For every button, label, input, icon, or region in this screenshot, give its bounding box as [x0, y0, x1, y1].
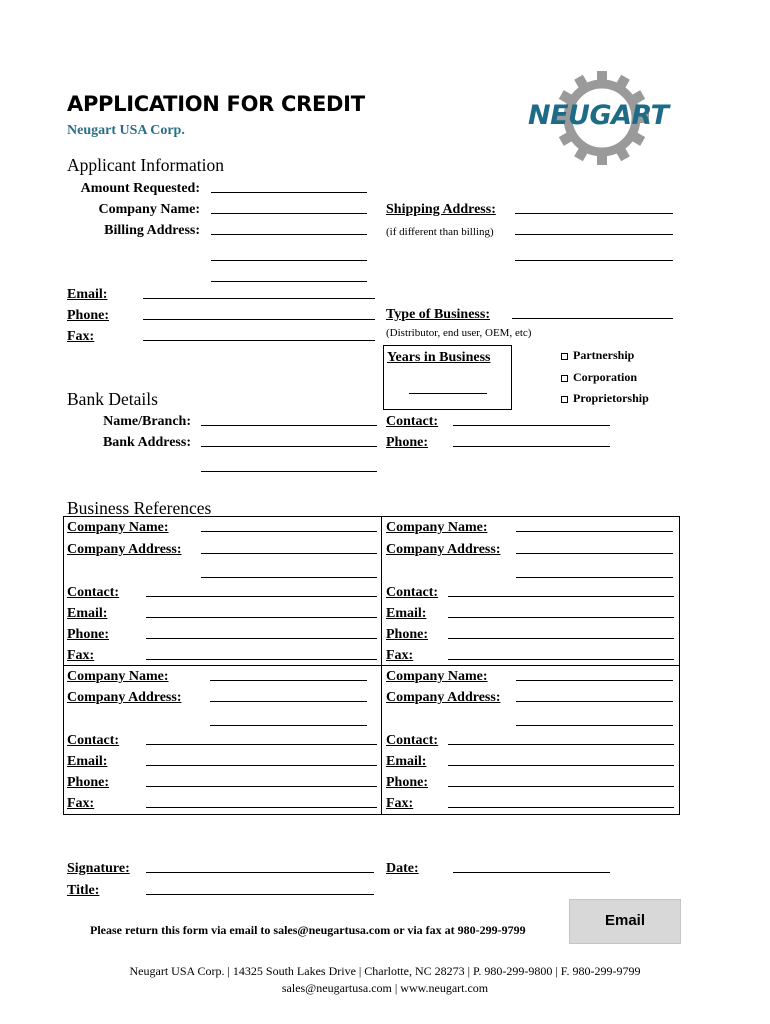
ref3-company-name-field[interactable] — [210, 669, 367, 681]
bank-phone-label: Phone: — [386, 435, 428, 450]
ref2-fax-field[interactable] — [448, 648, 674, 660]
billing-address-field-2[interactable] — [211, 249, 367, 261]
ref4-email-field[interactable] — [448, 754, 674, 766]
return-instructions: Please return this form via email to sales@neugartusa.com or via fax at 980-299-9799 — [90, 923, 526, 937]
ref2-company-address-field-2[interactable] — [516, 566, 673, 578]
ref3-email-field[interactable] — [146, 754, 377, 766]
years-in-business-box — [383, 345, 512, 410]
ref2-phone-label: Phone: — [386, 627, 428, 642]
amount-requested-label: Amount Requested: — [80, 181, 200, 196]
corporation-checkbox[interactable] — [561, 375, 568, 382]
ref1-email-field[interactable] — [146, 606, 377, 618]
ref1-company-address-field-1[interactable] — [201, 542, 377, 554]
shipping-note: (if different than billing) — [386, 226, 494, 238]
proprietorship-checkbox[interactable] — [561, 396, 568, 403]
ref4-contact-label: Contact: — [386, 733, 439, 748]
ref1-company-name-label: Company Name: — [67, 520, 169, 535]
ref4-company-address-label: Company Address: — [386, 690, 501, 705]
ref1-phone-label: Phone: — [67, 627, 109, 642]
billing-address-label: Billing Address: — [104, 223, 200, 238]
bank-name-branch-field[interactable] — [201, 414, 377, 426]
ref1-company-name-field[interactable] — [201, 520, 377, 532]
email-label: Email: — [67, 287, 108, 302]
ref1-phone-field[interactable] — [146, 627, 377, 639]
logo-wordmark: NEUGART — [528, 100, 669, 131]
ref3-fax-label: Fax: — [67, 796, 95, 811]
ref1-fax-label: Fax: — [67, 648, 95, 663]
ref3-email-label: Email: — [67, 754, 108, 769]
corporation-label: Corporation — [573, 370, 637, 384]
phone-field[interactable] — [143, 308, 375, 320]
footer-address: Neugart USA Corp. | 14325 South Lakes Drive | Charlotte, NC 28273 | P. 980-299-9800 | F. 980-299-9799 — [129, 964, 641, 978]
ref3-fax-field[interactable] — [146, 796, 377, 808]
ref3-company-name-label: Company Name: — [67, 669, 169, 684]
fax-field[interactable] — [143, 329, 375, 341]
bank-address-label: Bank Address: — [102, 435, 191, 450]
billing-address-field-1[interactable] — [211, 223, 367, 235]
signature-label: Signature: — [67, 861, 130, 876]
ref3-company-address-field-2[interactable] — [210, 714, 367, 726]
bank-section-title: Bank Details — [67, 389, 158, 409]
type-of-business-field[interactable] — [512, 307, 673, 319]
ref4-contact-field[interactable] — [448, 733, 674, 745]
company-name-field[interactable] — [211, 202, 367, 214]
ref1-contact-label: Contact: — [67, 585, 120, 600]
email-field[interactable] — [143, 287, 375, 299]
title-field[interactable] — [146, 883, 374, 895]
ref4-company-address-field-1[interactable] — [516, 690, 673, 702]
shipping-address-field-2[interactable] — [515, 223, 673, 235]
years-in-business-field[interactable] — [409, 382, 487, 394]
ref2-contact-field[interactable] — [448, 585, 674, 597]
ref2-contact-label: Contact: — [386, 585, 439, 600]
email-button[interactable]: Email — [569, 899, 681, 944]
partnership-checkbox[interactable] — [561, 353, 568, 360]
type-of-business-note: (Distributor, end user, OEM, etc) — [386, 327, 532, 339]
proprietorship-label: Proprietorship — [573, 391, 649, 405]
page-title: APPLICATION FOR CREDIT — [67, 92, 365, 116]
shipping-address-field-1[interactable] — [515, 202, 673, 214]
ref4-phone-label: Phone: — [386, 775, 428, 790]
bank-contact-field[interactable] — [453, 414, 610, 426]
ref2-email-label: Email: — [386, 606, 427, 621]
ref2-email-field[interactable] — [448, 606, 674, 618]
type-of-business-label: Type of Business: — [386, 307, 490, 322]
bank-name-branch-label: Name/Branch: — [103, 414, 191, 429]
ref3-contact-label: Contact: — [67, 733, 120, 748]
ref4-email-label: Email: — [386, 754, 427, 769]
ref4-fax-field[interactable] — [448, 796, 674, 808]
ref4-company-address-field-2[interactable] — [516, 714, 673, 726]
ref4-company-name-label: Company Name: — [386, 669, 488, 684]
title-label: Title: — [67, 883, 100, 898]
bank-phone-field[interactable] — [453, 435, 610, 447]
references-row-divider — [63, 665, 680, 666]
billing-address-field-3[interactable] — [211, 270, 367, 282]
ref3-contact-field[interactable] — [146, 733, 377, 745]
fax-label: Fax: — [67, 329, 95, 344]
bank-contact-label: Contact: — [386, 414, 439, 429]
bank-address-field-1[interactable] — [201, 435, 377, 447]
ref4-fax-label: Fax: — [386, 796, 414, 811]
ref2-company-name-field[interactable] — [516, 520, 673, 532]
ref3-phone-label: Phone: — [67, 775, 109, 790]
ref2-fax-label: Fax: — [386, 648, 414, 663]
partnership-label: Partnership — [573, 348, 635, 362]
ref1-company-address-label: Company Address: — [67, 542, 182, 557]
ref3-company-address-field-1[interactable] — [210, 690, 367, 702]
ref4-company-name-field[interactable] — [516, 669, 673, 681]
signature-field[interactable] — [146, 861, 374, 873]
date-label: Date: — [386, 861, 419, 876]
ref1-contact-field[interactable] — [146, 585, 377, 597]
neugart-logo — [520, 70, 685, 165]
ref2-phone-field[interactable] — [448, 627, 674, 639]
ref2-company-name-label: Company Name: — [386, 520, 488, 535]
shipping-address-label: Shipping Address: — [386, 202, 496, 217]
ref2-company-address-field-1[interactable] — [516, 542, 673, 554]
references-section-title: Business References — [67, 498, 212, 518]
ref4-phone-field[interactable] — [448, 775, 674, 787]
amount-requested-field[interactable] — [211, 181, 367, 193]
footer-contact: sales@neugartusa.com | www.neugart.com — [281, 981, 489, 995]
ref1-fax-field[interactable] — [146, 648, 377, 660]
shipping-address-field-3[interactable] — [515, 249, 673, 261]
applicant-section-title: Applicant Information — [67, 155, 224, 175]
company-name: Neugart USA Corp. — [67, 123, 185, 138]
date-field[interactable] — [453, 861, 610, 873]
company-name-label: Company Name: — [98, 202, 200, 217]
ref2-company-address-label: Company Address: — [386, 542, 501, 557]
ref3-company-address-label: Company Address: — [67, 690, 182, 705]
ref3-phone-field[interactable] — [146, 775, 377, 787]
years-in-business-label: Years in Business — [387, 350, 491, 365]
ref1-company-address-field-2[interactable] — [201, 566, 377, 578]
bank-address-field-2[interactable] — [201, 460, 377, 472]
ref1-email-label: Email: — [67, 606, 108, 621]
phone-label: Phone: — [67, 308, 109, 323]
